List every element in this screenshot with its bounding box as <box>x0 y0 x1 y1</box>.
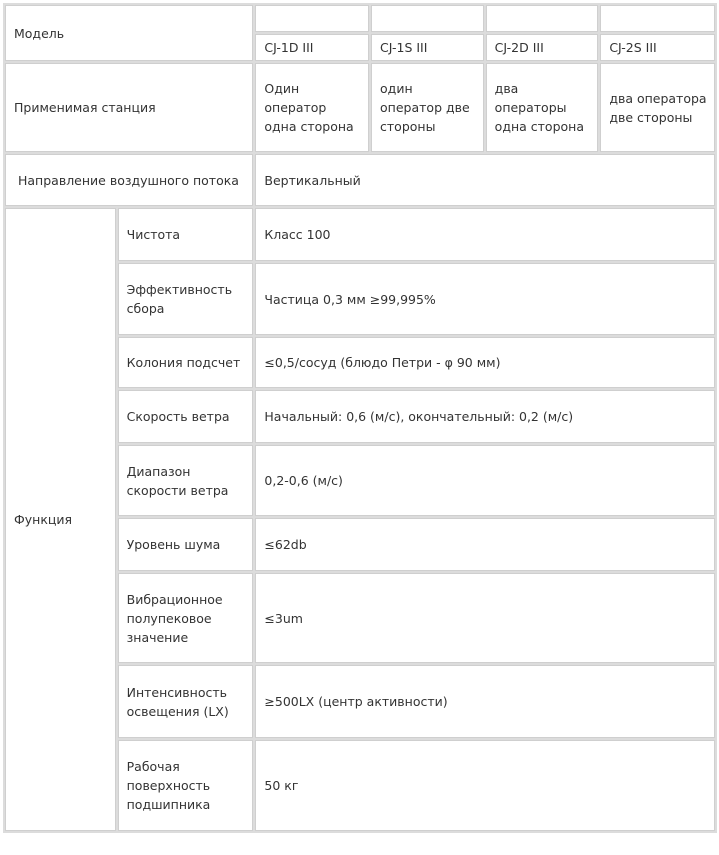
function-param-value: 0,2-0,6 (м/с) <box>264 473 343 488</box>
function-param-label: Уровень шума <box>126 537 221 552</box>
model-value-cell <box>255 34 369 61</box>
function-value-cell <box>255 573 715 663</box>
function-param-cell <box>118 208 254 261</box>
function-param-cell <box>118 573 254 663</box>
function-value-cell <box>255 665 715 738</box>
model-blank-cell <box>486 5 599 32</box>
model-header-row <box>5 5 715 32</box>
station-value-cell <box>600 63 715 152</box>
function-param-label: Чистота <box>126 227 181 242</box>
model-blank-cell <box>371 5 484 32</box>
function-param-cell <box>118 263 254 335</box>
model-value: CJ-1D III <box>264 40 314 55</box>
function-param-label: Вибрационное полупековое значение <box>126 591 223 645</box>
station-value: один оператор две стороны <box>380 81 470 134</box>
station-value: два оператора две стороны <box>609 90 707 125</box>
spec-table <box>3 3 717 833</box>
station-row <box>5 63 715 152</box>
function-value-cell <box>255 518 715 571</box>
model-label: Модель <box>14 25 65 41</box>
airflow-label: Направление воздушного потока <box>18 172 239 188</box>
function-param-label: Эффективность сбора <box>126 282 233 316</box>
station-value-cell <box>371 63 484 152</box>
function-param-value: Класс 100 <box>264 227 331 242</box>
function-param-cell <box>118 337 254 388</box>
model-blank-cell <box>255 5 369 32</box>
function-param-label: Колония подсчет <box>126 355 241 370</box>
function-param-label: Скорость ветра <box>126 409 230 424</box>
function-param-value: Частица 0,3 мм ≥99,995% <box>264 291 436 307</box>
function-param-value: ≤0,5/сосуд (блюдо Петри - φ 90 мм) <box>264 355 501 370</box>
function-label: Функция <box>14 512 73 527</box>
model-value: CJ-2S III <box>609 40 657 55</box>
function-value-cell <box>255 390 715 443</box>
function-param-cell <box>118 445 254 516</box>
station-value-cell <box>255 63 369 152</box>
function-label-cell <box>5 208 116 831</box>
model-value: CJ-1S III <box>380 40 428 55</box>
airflow-label-cell <box>5 154 253 206</box>
function-param-cell <box>118 740 254 831</box>
airflow-row <box>5 154 715 206</box>
station-label: Применимая станция <box>14 100 156 115</box>
function-param-cell <box>118 390 254 443</box>
function-value-cell <box>255 208 715 261</box>
station-label-cell <box>5 63 253 152</box>
function-value-cell <box>255 445 715 516</box>
airflow-value: Вертикальный <box>264 172 361 188</box>
station-value: Один оператор одна сторона <box>264 81 354 134</box>
station-value-cell <box>486 63 599 152</box>
model-blank-cell <box>600 5 715 32</box>
station-value: два операторы одна сторона <box>494 81 584 134</box>
model-value-cell <box>371 34 484 61</box>
model-value: CJ-2D III <box>494 40 544 55</box>
function-param-label: Диапазон скорости ветра <box>126 463 229 498</box>
function-param-cell <box>118 518 254 571</box>
function-param-value: ≤62db <box>264 537 307 552</box>
airflow-value-cell <box>255 154 715 206</box>
function-param-value: Начальный: 0,6 (м/с), окончательный: 0,2 (м/с) <box>264 409 574 424</box>
model-value-cell <box>486 34 599 61</box>
function-param-value: 50 кг <box>264 778 299 793</box>
function-param-label: Рабочая поверхность подшипника <box>126 759 211 812</box>
function-param-value: ≥500LX (центр активности) <box>264 694 448 709</box>
function-param-label: Интенсивность освещения (LX) <box>126 684 229 719</box>
model-value-cell <box>600 34 715 61</box>
function-param-cell <box>118 665 254 738</box>
function-value-cell <box>255 740 715 831</box>
function-param-value: ≤3um <box>264 610 303 626</box>
function-value-cell <box>255 337 715 388</box>
model-label-cell <box>5 5 253 61</box>
function-value-cell <box>255 263 715 335</box>
function-row <box>5 208 715 261</box>
